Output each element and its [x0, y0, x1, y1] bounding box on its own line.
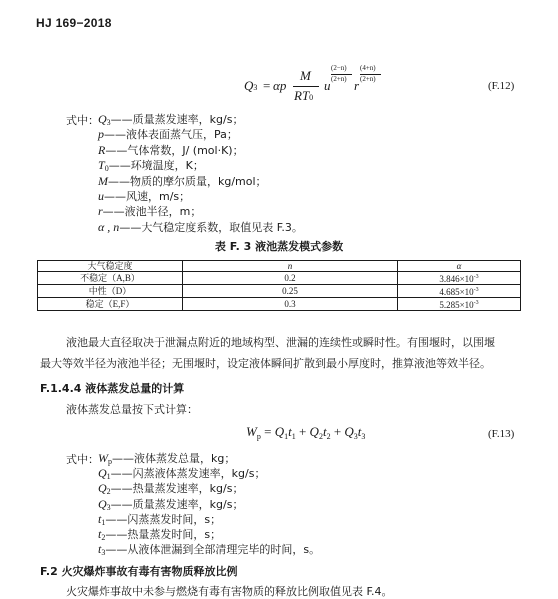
definition-symbol: T [98, 158, 105, 173]
equation-number-f13: (F.13) [488, 428, 515, 440]
definition-item [98, 173, 267, 189]
definition-item [98, 526, 221, 542]
eq-f12-coef: αp [273, 78, 287, 93]
definition-symbol-subscript: 3 [106, 118, 111, 127]
definition-symbol-subscript: p [108, 457, 112, 466]
definition-text: ——风速，m/s； [104, 190, 191, 203]
definition-text: ——大气稳定度系数，取值见表 F.3。 [119, 220, 303, 234]
definition-symbol: M [98, 173, 108, 188]
eq-f12-equals: = [263, 78, 271, 93]
table-header-alpha: α [398, 261, 521, 272]
definition-item [98, 496, 243, 512]
definition-item [98, 142, 244, 158]
where-label-f12: 式中： [66, 114, 99, 127]
definition-text: ——从液体泄漏到全部清理完毕的时间，s。 [105, 543, 321, 557]
definition-item [98, 511, 221, 527]
table-cell-n: 0.25 [183, 285, 398, 298]
paragraph-total-intro: 液体蒸发总量按下式计算： [66, 403, 198, 416]
definition-text: ——物质的摩尔质量，kg/mol； [108, 174, 267, 188]
table-cell-alpha: $4.685\times 10^{-3}$ [398, 285, 521, 298]
definition-symbol: Q [98, 112, 107, 126]
eq-f12-fraction-bar [293, 86, 319, 87]
paragraph-pool-line-1: 液池最大直径取决于泄漏点附近的地域构型、泄漏的连续性或瞬时性。有围堰时，以围堰 [66, 336, 495, 349]
definition-text: ——闪蒸液体蒸发速率，kg/s； [110, 467, 266, 481]
definition-text: ——质量蒸发速率，kg/s； [110, 113, 244, 126]
definition-symbol: Q [98, 481, 107, 496]
definition-text: ——质量蒸发速率，kg/s； [110, 497, 244, 511]
definition-item [98, 188, 190, 204]
eq-f12-r-exp-den: (2+n) [360, 75, 376, 83]
definition-item [98, 480, 243, 496]
eq-f12-u: u [324, 78, 331, 93]
definition-item [98, 157, 204, 173]
table-cell-n: 0.3 [183, 298, 398, 311]
definition-symbol: p [98, 127, 104, 142]
definition-text: ——热量蒸发速率，kg/s； [110, 482, 244, 496]
equation-number-f12: (F.12) [488, 80, 515, 92]
table-f3-caption: 表 F. 3 液池蒸发模式参数 [214, 240, 344, 253]
definition-symbol-subscript: 3 [101, 548, 106, 558]
table-header-row [38, 261, 521, 272]
definition-symbol: u [98, 189, 104, 203]
definition-item [98, 219, 303, 235]
definition-text: ——液体蒸发总量，kg； [112, 452, 236, 465]
table-header-n: n [183, 261, 398, 272]
definition-symbol: t [98, 542, 102, 557]
definition-symbol-subscript: 2 [106, 487, 111, 497]
eq-f12-r-exp-num: (4+n) [360, 64, 376, 72]
table-cell-alpha: $3.846\times 10^{-3}$ [398, 272, 521, 285]
table-header-stability: 大气稳定度 [38, 261, 183, 272]
standard-header: HJ 169−2018 [36, 16, 112, 30]
table-cell-alpha: $5.285\times 10^{-3}$ [398, 298, 521, 311]
definition-symbol-subscript: 1 [101, 517, 106, 527]
table-cell-stability: 中性（D） [38, 285, 183, 298]
definition-symbol: r [98, 204, 103, 219]
definition-text: ——液池半径，m； [102, 205, 202, 219]
definition-item [98, 111, 243, 127]
paragraph-release-ratio: 火灾爆炸事故中未参与燃烧有毒有害物质的释放比例取值见表 F.4。 [66, 585, 393, 598]
definition-text: ——闪蒸蒸发时间，s； [105, 512, 222, 526]
definition-text: ——气体常数，J/ (mol·K)； [105, 143, 244, 157]
definition-text: ——环境温度，K； [108, 159, 204, 173]
equation-f12 [244, 64, 404, 106]
definition-item [98, 541, 320, 557]
definition-text: ——液体表面蒸气压，Pa； [104, 128, 238, 142]
definition-symbol: α , n [98, 219, 120, 234]
definition-symbol: W [98, 451, 108, 465]
eq-f12-denominator: RT0 [294, 88, 314, 103]
equation-f13: $W_p = Q_1t_1 + Q_2t_2 + Q_3t_3$ [246, 424, 366, 441]
definition-symbol-subscript: 1 [106, 472, 111, 482]
eq-f12-numerator: M [300, 68, 311, 83]
eq-f12-lhs: Q3 [244, 78, 258, 93]
eq-f12-u-exp-num: (2−n) [331, 64, 347, 72]
table-cell-n: 0.2 [183, 272, 398, 285]
definition-symbol: R [98, 142, 106, 157]
definition-item [98, 203, 201, 219]
section-heading-f144: F.1.4.4 液体蒸发总量的计算 [40, 382, 185, 395]
table-f3 [37, 260, 521, 311]
definition-symbol-subscript: 3 [106, 502, 111, 512]
eq-f12-r: r [354, 78, 360, 93]
table-cell-stability: 稳定（E,F） [38, 298, 183, 311]
table-cell-stability: 不稳定（A,B） [38, 272, 183, 285]
table-row [38, 285, 521, 298]
table-row [38, 298, 521, 311]
eq-f12-u-exp-den: (2+n) [331, 75, 347, 83]
section-heading-f2: F.2 火灾爆炸事故有毒有害物质释放比例 [40, 565, 238, 578]
definition-symbol-subscript: 2 [101, 533, 106, 542]
definition-symbol: t [98, 527, 102, 541]
definition-text: ——热量蒸发时间，s； [105, 528, 222, 541]
definition-symbol: Q [98, 466, 107, 481]
definition-symbol: Q [98, 496, 107, 511]
definition-item [98, 450, 235, 466]
definition-symbol: t [98, 511, 102, 526]
paragraph-pool-line-2: 最大等效半径为液池半径；无围堰时，设定液体瞬间扩散到最小厚度时，推算液池等效半径。 [40, 357, 491, 370]
definition-symbol-subscript: 0 [104, 164, 109, 174]
definition-item [98, 465, 265, 481]
where-label-f13: 式中： [66, 453, 99, 466]
table-row [38, 272, 521, 285]
definition-item [98, 126, 238, 142]
